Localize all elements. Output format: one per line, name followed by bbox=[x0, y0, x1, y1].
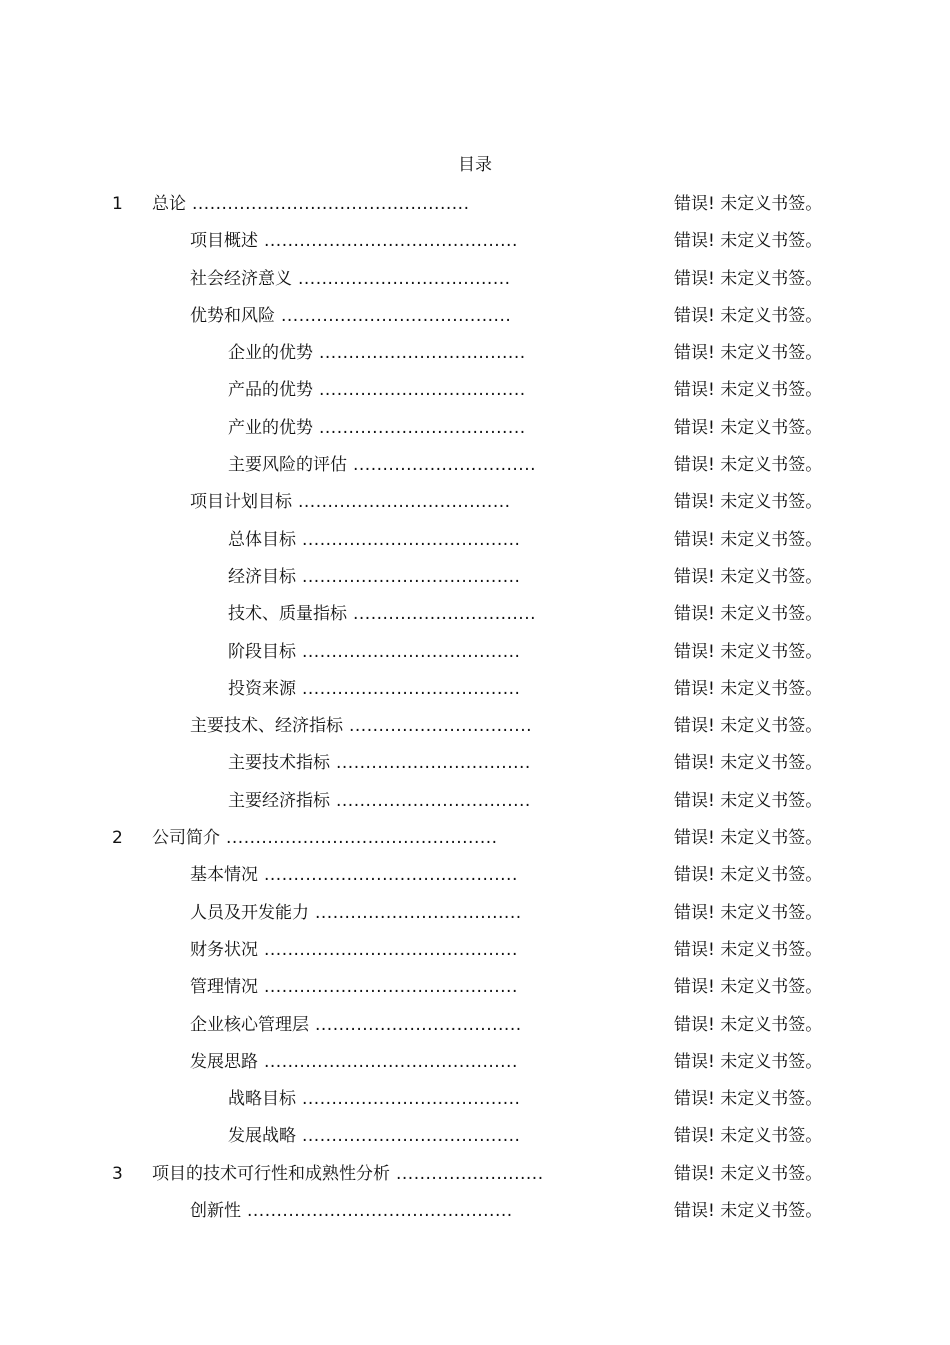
toc-entry-title: 主要技术、经济指标 bbox=[190, 716, 343, 737]
toc-entry-page-ref: 错误! 未定义书签。 bbox=[674, 790, 823, 811]
toc-entry-text-group bbox=[152, 1160, 544, 1188]
toc-entry-title: 财务状况 bbox=[190, 939, 258, 960]
toc-entry-text-group bbox=[190, 973, 518, 1001]
toc-leader-dots: ........................................... bbox=[264, 939, 518, 960]
toc-entry-page-ref: 错误! 未定义书签。 bbox=[674, 716, 823, 737]
toc-leader-dots: .................................... bbox=[298, 492, 511, 513]
toc-entry-page-ref: 错误! 未定义书签。 bbox=[674, 1163, 823, 1184]
toc-entry[interactable] bbox=[0, 824, 950, 861]
toc-entry-title: 人员及开发能力 bbox=[190, 902, 309, 923]
toc-entry-page-ref: 错误! 未定义书签。 bbox=[674, 753, 823, 774]
toc-entry-title: 产业的优势 bbox=[228, 417, 313, 438]
toc-leader-dots: ............................... bbox=[349, 716, 533, 737]
toc-title: 目录 bbox=[458, 155, 492, 175]
toc-list bbox=[0, 190, 950, 1234]
toc-entry-title: 公司简介 bbox=[152, 828, 220, 849]
toc-leader-dots: ............................................. bbox=[247, 1201, 513, 1222]
toc-leader-dots: ..................................... bbox=[302, 1089, 521, 1110]
toc-entry-title: 主要风险的评估 bbox=[228, 455, 347, 476]
toc-entry-page-ref: 错误! 未定义书签。 bbox=[674, 305, 823, 326]
toc-leader-dots: ..................................... bbox=[302, 641, 521, 662]
toc-entry-text-group bbox=[228, 638, 520, 666]
toc-entry[interactable] bbox=[0, 1048, 950, 1085]
toc-entry[interactable] bbox=[0, 227, 950, 264]
toc-entry-page-ref: 错误! 未定义书签。 bbox=[674, 231, 823, 252]
toc-leader-dots: ................................... bbox=[319, 380, 526, 401]
toc-entry-title: 基本情况 bbox=[190, 865, 258, 886]
toc-entry-title: 产品的优势 bbox=[228, 380, 313, 401]
toc-entry[interactable] bbox=[0, 1085, 950, 1122]
toc-entry-page-ref: 错误! 未定义书签。 bbox=[674, 343, 823, 364]
toc-entry-title: 经济目标 bbox=[228, 566, 296, 587]
toc-entry-page-ref: 错误! 未定义书签。 bbox=[674, 529, 823, 550]
toc-entry-title: 项目的技术可行性和成熟性分析 bbox=[152, 1163, 390, 1184]
toc-entry-text-group bbox=[190, 861, 518, 889]
toc-entry-text-group bbox=[190, 712, 532, 740]
toc-entry-title: 战略目标 bbox=[228, 1089, 296, 1110]
toc-entry-page-ref: 错误! 未定义书签。 bbox=[674, 194, 823, 214]
toc-leader-dots: ................................. bbox=[336, 753, 531, 774]
toc-entry-text-group bbox=[228, 339, 526, 367]
toc-entry-text-group bbox=[190, 227, 518, 255]
toc-entry-page-ref: 错误! 未定义书签。 bbox=[674, 939, 823, 960]
toc-leader-dots: ................................... bbox=[315, 902, 522, 923]
toc-entry-text-group bbox=[152, 190, 469, 218]
toc-entry-page-ref: 错误! 未定义书签。 bbox=[674, 828, 823, 849]
toc-entry[interactable] bbox=[0, 861, 950, 898]
toc-leader-dots: ................................... bbox=[319, 343, 526, 364]
toc-entry-page-ref: 错误! 未定义书签。 bbox=[674, 902, 823, 923]
toc-entry-title: 投资来源 bbox=[228, 678, 296, 699]
toc-entry-text-group bbox=[228, 675, 520, 703]
toc-entry-title: 阶段目标 bbox=[228, 641, 296, 662]
toc-entry[interactable] bbox=[0, 936, 950, 973]
toc-entry[interactable] bbox=[0, 638, 950, 675]
toc-entry-title: 主要经济指标 bbox=[228, 790, 330, 811]
toc-entry[interactable] bbox=[0, 1160, 950, 1197]
toc-entry-text-group bbox=[190, 899, 522, 927]
toc-leader-dots: ........................................... bbox=[264, 865, 518, 886]
toc-entry-text-group bbox=[228, 787, 531, 815]
toc-leader-dots: ....................................... bbox=[281, 305, 512, 326]
toc-entry-title: 企业的优势 bbox=[228, 343, 313, 364]
toc-entry[interactable] bbox=[0, 787, 950, 824]
toc-entry[interactable] bbox=[0, 749, 950, 786]
toc-entry[interactable] bbox=[0, 973, 950, 1010]
toc-entry-page-ref: 错误! 未定义书签。 bbox=[674, 380, 823, 401]
toc-leader-dots: ................................... bbox=[315, 1014, 522, 1035]
toc-entry[interactable] bbox=[0, 190, 950, 227]
toc-entry-page-ref: 错误! 未定义书签。 bbox=[674, 1014, 823, 1035]
toc-entry[interactable] bbox=[0, 675, 950, 712]
toc-entry-title: 总体目标 bbox=[228, 529, 296, 550]
toc-entry-text-group bbox=[228, 414, 526, 442]
toc-entry-number: 1 bbox=[112, 194, 123, 214]
toc-entry[interactable] bbox=[0, 1011, 950, 1048]
toc-entry-number: 3 bbox=[112, 1163, 123, 1184]
toc-entry[interactable] bbox=[0, 265, 950, 302]
toc-entry[interactable] bbox=[0, 526, 950, 563]
toc-entry[interactable] bbox=[0, 1122, 950, 1159]
toc-entry-text-group bbox=[228, 1085, 520, 1113]
toc-entry-page-ref: 错误! 未定义书签。 bbox=[674, 678, 823, 699]
toc-leader-dots: ............................... bbox=[353, 604, 537, 625]
toc-entry-text-group bbox=[228, 749, 531, 777]
toc-leader-dots: ..................................... bbox=[302, 1126, 521, 1147]
toc-leader-dots: ..................................... bbox=[302, 678, 521, 699]
toc-entry-title: 管理情况 bbox=[190, 977, 258, 998]
toc-entry[interactable] bbox=[0, 488, 950, 525]
toc-entry[interactable] bbox=[0, 712, 950, 749]
toc-entry[interactable] bbox=[0, 414, 950, 451]
toc-entry-text-group bbox=[190, 1197, 513, 1225]
toc-leader-dots: ......................... bbox=[396, 1163, 544, 1184]
toc-entry-text-group bbox=[152, 824, 498, 852]
toc-entry-title: 项目概述 bbox=[190, 231, 258, 252]
toc-entry-title: 优势和风险 bbox=[190, 305, 275, 326]
toc-entry-page-ref: 错误! 未定义书签。 bbox=[674, 1089, 823, 1110]
toc-entry-page-ref: 错误! 未定义书签。 bbox=[674, 1201, 823, 1222]
toc-entry-title: 社会经济意义 bbox=[190, 268, 292, 289]
toc-entry[interactable] bbox=[0, 339, 950, 376]
toc-entry-text-group bbox=[228, 1122, 520, 1150]
toc-leader-dots: ..................................... bbox=[302, 566, 521, 587]
toc-entry-page-ref: 错误! 未定义书签。 bbox=[674, 455, 823, 476]
toc-entry-text-group bbox=[190, 265, 511, 293]
toc-entry-page-ref: 错误! 未定义书签。 bbox=[674, 417, 823, 438]
toc-entry-text-group bbox=[190, 1011, 522, 1039]
toc-entry-page-ref: 错误! 未定义书签。 bbox=[674, 566, 823, 587]
toc-entry[interactable] bbox=[0, 451, 950, 488]
toc-leader-dots: .............................................. bbox=[226, 828, 498, 849]
toc-entry-page-ref: 错误! 未定义书签。 bbox=[674, 1126, 823, 1147]
toc-entry[interactable] bbox=[0, 376, 950, 413]
toc-entry-text-group bbox=[228, 600, 536, 628]
toc-entry-page-ref: 错误! 未定义书签。 bbox=[674, 641, 823, 662]
toc-leader-dots: ................................. bbox=[336, 790, 531, 811]
toc-entry[interactable] bbox=[0, 1197, 950, 1234]
toc-leader-dots: ........................................... bbox=[264, 1051, 518, 1072]
toc-entry-text-group bbox=[228, 563, 520, 591]
toc-entry-title: 总论 bbox=[152, 194, 186, 214]
toc-entry-text-group bbox=[190, 936, 518, 964]
toc-entry-title: 企业核心管理层 bbox=[190, 1014, 309, 1035]
toc-leader-dots: ........................................... bbox=[264, 977, 518, 998]
toc-leader-dots: ............................... bbox=[353, 455, 537, 476]
toc-entry-page-ref: 错误! 未定义书签。 bbox=[674, 492, 823, 513]
toc-entry[interactable] bbox=[0, 899, 950, 936]
toc-entry-title: 发展战略 bbox=[228, 1126, 296, 1147]
toc-entry[interactable] bbox=[0, 302, 950, 339]
toc-entry-text-group bbox=[190, 1048, 518, 1076]
toc-entry-page-ref: 错误! 未定义书签。 bbox=[674, 604, 823, 625]
toc-entry-title: 创新性 bbox=[190, 1201, 241, 1222]
toc-entry[interactable] bbox=[0, 563, 950, 600]
toc-entry-text-group bbox=[190, 488, 511, 516]
toc-entry-number: 2 bbox=[112, 828, 123, 849]
toc-entry-text-group bbox=[228, 376, 526, 404]
toc-leader-dots: ..................................... bbox=[302, 529, 521, 550]
toc-entry-title: 项目计划目标 bbox=[190, 492, 292, 513]
toc-entry-text-group bbox=[190, 302, 511, 330]
toc-entry-title: 技术、质量指标 bbox=[228, 604, 347, 625]
toc-entry-page-ref: 错误! 未定义书签。 bbox=[674, 977, 823, 998]
toc-leader-dots: ................................... bbox=[319, 417, 526, 438]
toc-entry-page-ref: 错误! 未定义书签。 bbox=[674, 1051, 823, 1072]
toc-entry-title: 发展思路 bbox=[190, 1051, 258, 1072]
toc-entry-page-ref: 错误! 未定义书签。 bbox=[674, 268, 823, 289]
toc-leader-dots: .................................... bbox=[298, 268, 511, 289]
toc-entry-page-ref: 错误! 未定义书签。 bbox=[674, 865, 823, 886]
toc-entry-text-group bbox=[228, 526, 520, 554]
toc-entry-text-group bbox=[228, 451, 536, 479]
toc-leader-dots: ............................................... bbox=[192, 194, 470, 214]
toc-entry[interactable] bbox=[0, 600, 950, 637]
toc-leader-dots: ........................................... bbox=[264, 231, 518, 252]
toc-entry-title: 主要技术指标 bbox=[228, 753, 330, 774]
